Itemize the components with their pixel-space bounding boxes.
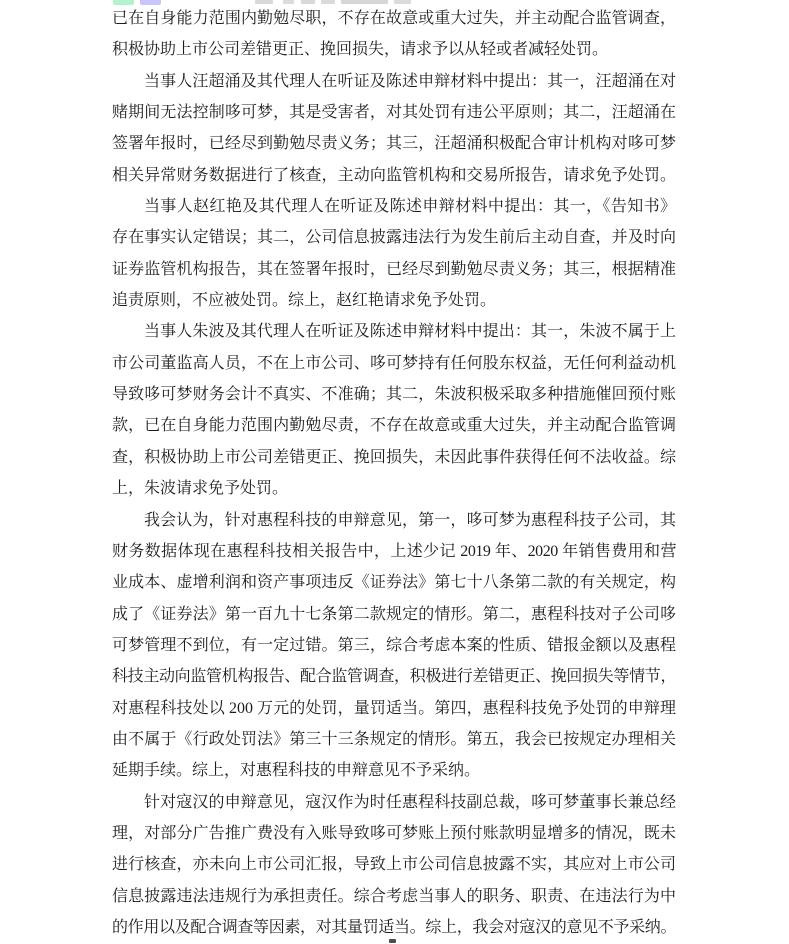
text-line: 证券监管机构报告，其在签署年报时，已经尽到勤勉尽责义务；其三，根据精准 (112, 260, 676, 278)
text-line: 我会认为，针对惠程科技的申辩意见，第一，哆可梦为惠程科技子公司，其 (144, 511, 676, 529)
text-line: 款，已在自身能力范围内勤勉尽责，不存在故意或重大过失，并主动配合监管调 (112, 417, 676, 435)
text-line: 导致哆可梦财务会计不真实、不准确；其二，朱波积极采取多种措施催回预付账 (112, 386, 676, 404)
text-line: 已在自身能力范围内勤勉尽职，不存在故意或重大过失，并主动配合监管调查， (112, 10, 676, 27)
text-line: 存在事实认定错误；其二，公司信息披露违法行为发生前后主动自查，并及时向 (112, 229, 676, 247)
text-line: 科技主动向监管机构报告、配合监管调查，积极进行差错更正、挽回损失等情节， (112, 668, 676, 686)
text-line: 进行核查，亦未向上市公司汇报，导致上市公司信息披露不实，其应对上市公司 (112, 856, 676, 874)
text-line: 追责原则，不应被处罚。综上，赵红艳请求免予处罚。 (112, 292, 497, 310)
text-line: 信息披露违法违规行为承担责任。综合考虑当事人的职务、职责、在违法行为中 (112, 887, 676, 905)
text-line: 的作用以及配合调查等因素，对其量罚适当。综上，我会对寇汉的意见不予采纳。 (112, 918, 676, 936)
text-line: 赌期间无法控制哆可梦，其是受害者，对其处罚有违公平原则；其二，汪超涌在 (112, 104, 676, 122)
text-line: 对惠程科技处以 200 万元的处罚，量罚适当。第四，惠程科技免予处罚的申辩理 (112, 699, 676, 717)
text-line: 成了《证券法》第一百九十七条第二款规定的情形。第二，惠程科技对子公司哆 (112, 605, 676, 623)
text-line: 签署年报时，已经尽到勤勉尽责义务；其三，汪超涌积极配合审计机构对哆可梦 (112, 135, 676, 153)
text-line: 针对寇汉的申辩意见，寇汉作为时任惠程科技副总裁，哆可梦董事长兼总经 (144, 793, 676, 811)
text-line: 理，对部分广告推广费没有入账导致哆可梦账上预付账款明显增多的情况，既未 (112, 824, 676, 842)
text-line: 当事人汪超涌及其代理人在听证及陈述申辩材料中提出：其一，汪超涌在对 (144, 72, 676, 90)
page-number-fragment (389, 939, 396, 943)
text-line: 业成本、虚增利润和资产事项违反《证券法》第七十八条第二款的有关规定，构 (112, 574, 676, 592)
text-line: 查，积极协助上市公司差错更正、挽回损失，未因此事件获得任何不法收益。综 (112, 448, 676, 466)
text-line: 延期手续。综上，对惠程科技的申辩意见不予采纳。 (112, 762, 481, 780)
text-line: 当事人朱波及其代理人在听证及陈述申辩材料中提出：其一，朱波不属于上 (144, 323, 676, 341)
text-line: 市公司董监高人员，不在上市公司、哆可梦持有任何股东权益，无任何利益动机 (112, 354, 676, 372)
text-line: 上，朱波请求免予处罚。 (112, 480, 289, 498)
text-line: 相关异常财务数据进行了核查，主动向监管机构和交易所报告，请求免予处罚。 (112, 166, 676, 184)
text-line: 财务数据体现在惠程科技相关报告中，上述少记 2019 年、2020 年销售费用和营 (112, 542, 676, 560)
document-body (112, 3, 676, 943)
text-line: 当事人赵红艳及其代理人在听证及陈述申辩材料中提出：其一，《告知书》 (144, 198, 676, 216)
text-line: 积极协助上市公司差错更正、挽回损失，请求予以从轻或者减轻处罚。 (112, 41, 609, 59)
text-line: 可梦管理不到位，有一定过错。第三，综合考虑本案的性质、错报金额以及惠程 (112, 636, 676, 654)
text-line: 由不属于《行政处罚法》第三十三条规定的情形。第五，我会已按规定办理相关 (112, 730, 676, 748)
